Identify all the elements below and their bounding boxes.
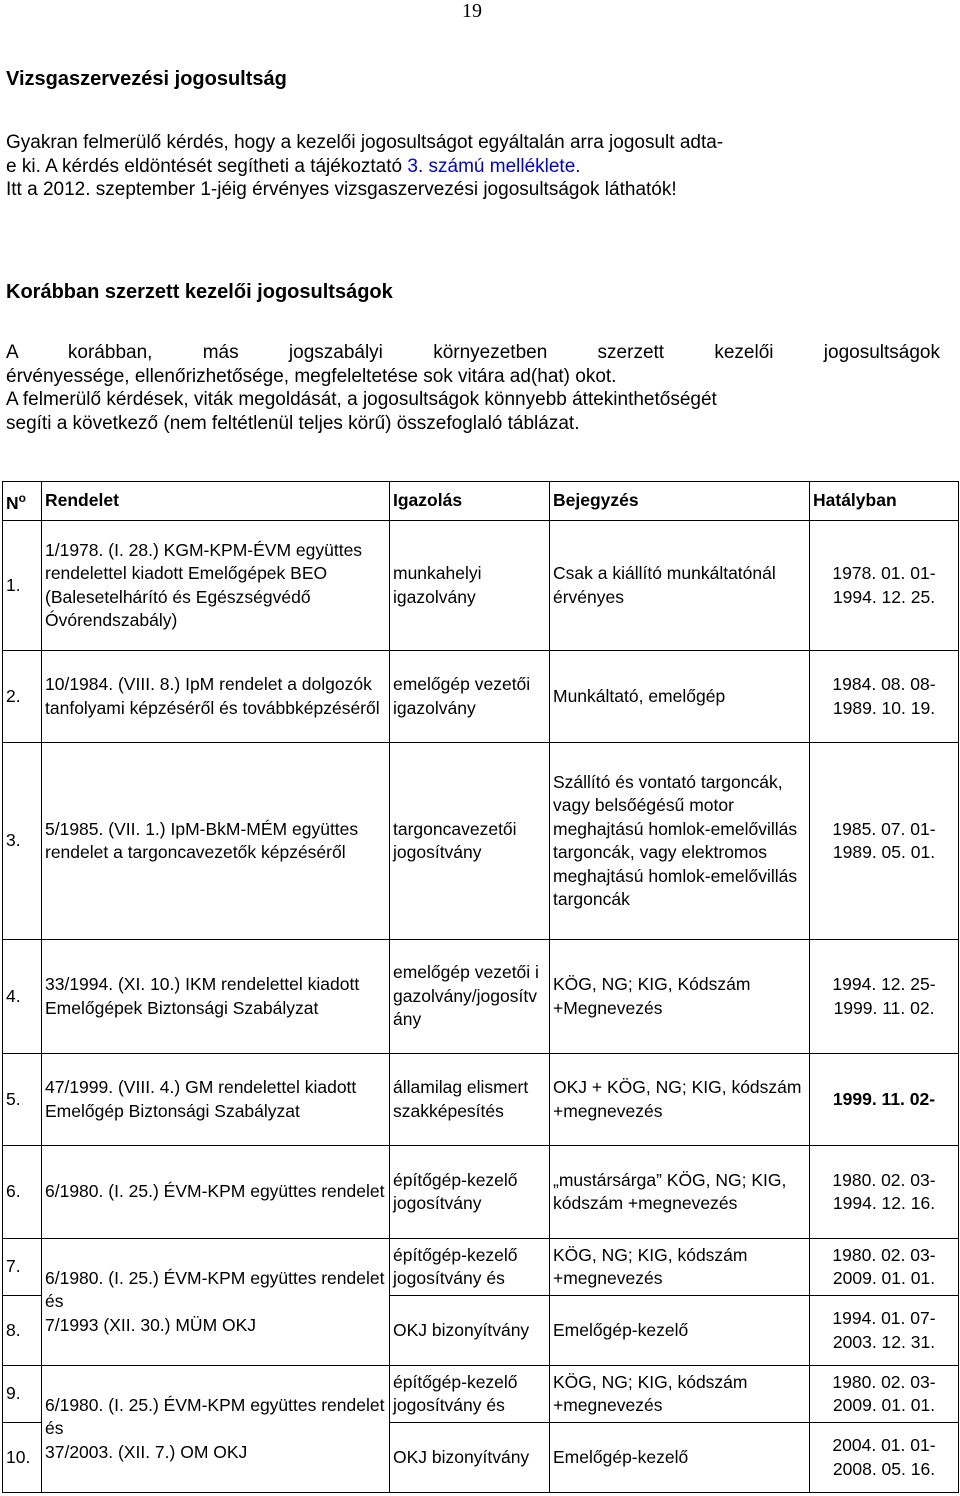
body-line-4: segíti a következő (nem feltétlenül teljes körű) összefoglaló táblázat. <box>6 412 580 434</box>
row-certificate: emelőgép vezetői igazolvány/jogosítvány <box>390 940 550 1054</box>
row-entry: Szállító és vontató targoncák, vagy belsőégésű motor meghajtású homlok-emelővillás targoncák, vagy elektromos meghajtású homlok-emelővillás targoncák <box>550 743 810 940</box>
row-entry: KÖG, NG; KIG, kódszám +megnevezés <box>550 1239 810 1296</box>
table-row <box>3 521 959 651</box>
row-entry: Emelőgép-kezelő <box>550 1296 810 1366</box>
row-valid: 1994. 12. 25- 1999. 11. 02. <box>810 940 959 1054</box>
row-regulation: 5/1985. (VII. 1.) IpM-BkM-MÉM együttes rendelet a targoncavezetők képzéséről <box>42 743 390 940</box>
row-certificate: építőgép-kezelő jogosítvány <box>390 1146 550 1239</box>
header-valid: Hatályban <box>810 482 959 521</box>
intro-line-2-text: e ki. A kérdés eldöntését segítheti a tájékoztató <box>6 155 408 177</box>
table-row <box>3 1366 959 1423</box>
row-number: 8. <box>3 1296 42 1366</box>
row-valid: 1980. 02. 03- 2009. 01. 01. <box>810 1366 959 1423</box>
table-row <box>3 1054 959 1146</box>
row-entry: KÖG, NG; KIG, kódszám +megnevezés <box>550 1366 810 1423</box>
row-entry: Munkáltató, emelőgép <box>550 651 810 743</box>
row-valid: 1980. 02. 03- 2009. 01. 01. <box>810 1239 959 1296</box>
row-number: 10. <box>3 1423 42 1493</box>
table-header-row <box>3 482 959 521</box>
row-number: 6. <box>3 1146 42 1239</box>
subsection-title: Korábban szerzett kezelői jogosultságok <box>6 281 393 303</box>
table-row <box>3 1146 959 1239</box>
row-entry: „mustársárga” KÖG, NG; KIG, kódszám +megnevezés <box>550 1146 810 1239</box>
row-valid: 1994. 01. 07- 2003. 12. 31. <box>810 1296 959 1366</box>
body-line-2: érvényessége, ellenőrizhetősége, megfeleltetése sok vitára ad(hat) okot. <box>6 365 617 387</box>
row-entry: Emelőgép-kezelő <box>550 1423 810 1493</box>
row-number: 4. <box>3 940 42 1054</box>
row-entry: OKJ + KÖG, NG; KIG, kódszám +megnevezés <box>550 1054 810 1146</box>
row-regulation: 6/1980. (I. 25.) ÉVM-KPM együttes rendelet és 7/1993 (XII. 30.) MÜM OKJ <box>42 1239 390 1366</box>
row-regulation: 6/1980. (I. 25.) ÉVM-KPM együttes rendelet <box>42 1146 390 1239</box>
intro-line-3: Itt a 2012. szeptember 1-jéig érvényes vizsgaszervezési jogosultságok láthatók! <box>6 179 677 200</box>
row-number: 5. <box>3 1054 42 1146</box>
row-regulation: 47/1999. (VIII. 4.) GM rendelettel kiadott Emelőgép Biztonsági Szabályzat <box>42 1054 390 1146</box>
row-valid: 1999. 11. 02- <box>810 1054 959 1146</box>
row-entry: Csak a kiállító munkáltatónál érvényes <box>550 521 810 651</box>
row-number: 1. <box>3 521 42 651</box>
row-certificate: targoncavezetői jogosítvány <box>390 743 550 940</box>
row-certificate: OKJ bizonyítvány <box>390 1296 550 1366</box>
table-row <box>3 743 959 940</box>
table-row <box>3 940 959 1054</box>
body-line-3: A felmerülő kérdések, viták megoldását, a jogosultságok könnyebb áttekinthetőségét <box>6 389 717 410</box>
row-certificate: emelőgép vezetői igazolvány <box>390 651 550 743</box>
row-certificate: építőgép-kezelő jogosítvány és <box>390 1239 550 1296</box>
row-number: 2. <box>3 651 42 743</box>
row-valid: 2004. 01. 01- 2008. 05. 16. <box>810 1423 959 1493</box>
row-certificate: munkahelyi igazolvány <box>390 521 550 651</box>
body-line-1: A korábban, más jogszabályi környezetben szerzett kezelői jogosultságok <box>6 342 940 363</box>
row-number: 9. <box>3 1366 42 1423</box>
table-row <box>3 1239 959 1296</box>
body-paragraph <box>6 341 940 435</box>
row-certificate: építőgép-kezelő jogosítvány és <box>390 1366 550 1423</box>
intro-line-1: Gyakran felmerülő kérdés, hogy a kezelői jogosultságot egyáltalán arra jogosult adta- <box>6 132 724 153</box>
row-regulation: 6/1980. (I. 25.) ÉVM-KPM együttes rendelet és 37/2003. (XII. 7.) OM OKJ <box>42 1366 390 1493</box>
row-valid: 1984. 08. 08- 1989. 10. 19. <box>810 651 959 743</box>
intro-paragraph <box>6 131 940 202</box>
row-number: 3. <box>3 743 42 940</box>
header-regulation: Rendelet <box>42 482 390 521</box>
row-certificate: államilag elismert szakképesítés <box>390 1054 550 1146</box>
row-regulation: 1/1978. (I. 28.) KGM-KPM-ÉVM együttes rendelettel kiadott Emelőgépek BEO (Balesetelhárító és Egészségvédő Óvórendszabály) <box>42 521 390 651</box>
row-regulation: 10/1984. (VIII. 8.) IpM rendelet a dolgozók tanfolyami képzéséről és továbbképzéséről <box>42 651 390 743</box>
header-entry: Bejegyzés <box>550 482 810 521</box>
row-number: 7. <box>3 1239 42 1296</box>
row-regulation: 33/1994. (XI. 10.) IKM rendelettel kiadott Emelőgépek Biztonsági Szabályzat <box>42 940 390 1054</box>
page-number: 19 <box>462 0 482 22</box>
header-certificate: Igazolás <box>390 482 550 521</box>
header-no-sup: o <box>18 490 26 505</box>
regulations-table <box>2 481 959 1493</box>
intro-line-2 <box>6 155 940 179</box>
row-valid: 1980. 02. 03- 1994. 12. 16. <box>810 1146 959 1239</box>
row-valid: 1978. 01. 01- 1994. 12. 25. <box>810 521 959 651</box>
table-row <box>3 651 959 743</box>
row-valid: 1985. 07. 01- 1989. 05. 01. <box>810 743 959 940</box>
row-entry: KÖG, NG; KIG, Kódszám +Megnevezés <box>550 940 810 1054</box>
section-title: Vizsgaszervezési jogosultság <box>6 68 287 90</box>
row-certificate: OKJ bizonyítvány <box>390 1423 550 1493</box>
annex-link[interactable]: 3. számú melléklete. <box>407 155 581 177</box>
header-no: $N^o$ <box>3 482 42 521</box>
